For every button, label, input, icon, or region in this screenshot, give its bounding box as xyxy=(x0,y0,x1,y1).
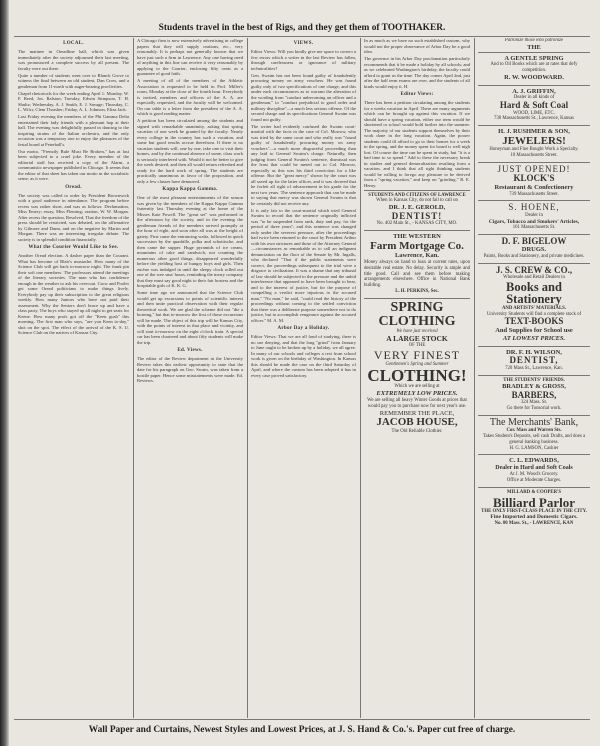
ad-line: JUST OPENED! xyxy=(497,163,571,174)
article-paragraph: A meeting of all of the members of the Athletic Association is requested to be held in Prof. Miller's room, Monday at the close of the fourth hour. Everybody is invited, members and officers of the A. A. are especially requested, and the faculty will be welcomed. On our table is a letter from the president of the A. A. which is good reading matter. xyxy=(137,78,243,116)
column-two xyxy=(137,38,243,718)
ad-line: CLOTHING! xyxy=(367,366,467,386)
ad-line: University Students will find a complete stock of xyxy=(486,311,582,317)
ad-line: The Old Reliable Clothier. xyxy=(391,428,443,434)
top-banner-ad: Students travel in the best of Rigs, and they get them of TOOTHAKER. xyxy=(158,23,446,33)
article-paragraph: There has been a petition circulating among the students for a weeks vacation in April. There are many arguments which can be brought up against this vacation. If we should have a spring vacation, either our term would be shortened or school would hold further into the summer. The majority of our students support themselves by their work done in the long vacation. Again, the poorer students could ill afford to go to their homes for a week in the spring, and the money spent for board is well nigh lost. Of course the time can be spent in study, but "it is a bad time to so spend." Add to these the necessary break in studies and general demoralization resulting from a vacation, and I think that all right thinking students would be willing to forego any pleasure to be derived from a "spring vacation," and keep on "grinding." R. E. Henry. xyxy=(364,100,470,188)
ad-line: 739 Massachusetts Street. xyxy=(509,191,559,197)
article-paragraph: In as much as we have no such established custom, why would not the proper observance of Arbor Day be a good idea. xyxy=(364,38,470,54)
ad-line: Paints, Books and Stationery, and private medicines. xyxy=(483,254,585,260)
ad-name: DR. F. H. WILSON, xyxy=(506,348,562,356)
ad-line: Dealer in xyxy=(525,212,543,218)
farm-mortgage-ad xyxy=(364,230,470,298)
ad-line: Dealer in Hard and Soft Coals xyxy=(495,465,573,472)
top-rule xyxy=(14,36,590,37)
ad-line: Wholesale and Retail Dealers in xyxy=(503,275,565,281)
ad-line: H. G. LAMSON, Cashier xyxy=(509,445,559,451)
ad-line: Takes Student's Deposits, sell cash Drafts, and does a general banking business. xyxy=(482,434,586,445)
column-divider-1 xyxy=(133,38,134,718)
local-heading: LOCAL. xyxy=(63,41,84,46)
ad-line: 738 Massachusetts St., Lawrence, Kansas xyxy=(493,116,575,122)
ad-line: 161 Massachusetts St. xyxy=(512,225,556,231)
ad-line: We have just received xyxy=(396,328,438,334)
hoene-cigars-ad xyxy=(478,200,590,233)
editor-views-heading: Editor Views: xyxy=(400,92,434,97)
ad-line: Cigars, Tobacco and Smokers' Articles, xyxy=(488,218,580,225)
griffin-coal-ad xyxy=(478,85,590,125)
ad-line: We are selling all heavy Winter Goods at prices that would pay you to purchase now for next year's use. xyxy=(367,398,467,409)
article-paragraph: The matinee in Oreadline hall, which was given immediately after the society adjourned their last meeting, was pronounced a complete success by all present. The faculty were out there. xyxy=(18,49,129,71)
ad-title: STUDENTS AND CITIZENS OF LAWRENCE xyxy=(368,192,466,198)
ad-line: EXTREMELY LOW PRICES. xyxy=(376,390,458,398)
ad-line: Fine Imported and Domestic Cigars. xyxy=(490,514,578,521)
column-ads xyxy=(478,38,590,718)
ad-line: 10 Massachusetts Street. xyxy=(510,153,558,159)
article-paragraph: Editor Views: Will you kindly give me space to correct a few errors which a writer in the last Review has fallen, through carelessness or ignorance of military technicalities? xyxy=(251,49,356,71)
ad-name: Billiard Parlor xyxy=(493,494,575,510)
article-paragraph: Last Friday evening the members of the Phi Gamma Delta entertained their lady friends with a pleasant hop at their hall. The evening was delightfully passed in dancing to the inspiring strains of the Italian orchestra, and the only occasion was a temporary one to enjoy the pleasures of the festal board at Peterball's. xyxy=(18,114,129,147)
ad-signature: L. H. PERKINS, Sec. xyxy=(395,288,439,294)
column-divider-2 xyxy=(247,38,248,718)
edwards-coal-ad xyxy=(478,454,590,486)
ad-name: S. HOENE, xyxy=(508,202,560,213)
spring-clothing-ad xyxy=(364,298,470,438)
gentle-spring-ad xyxy=(478,52,590,85)
column-divider-3 xyxy=(360,38,361,718)
ad-line: VERY FINEST xyxy=(373,348,461,363)
ad-line: AT LOWEST PRICES. xyxy=(502,334,566,342)
ad-line: And Supplies for School use xyxy=(495,326,573,334)
ad-head: A GENTLE SPRING xyxy=(504,54,564,62)
ad-line: No. 80 Mass. St., - LAWRENCE, KAN xyxy=(494,521,574,527)
article-paragraph: The writer had evidently confused the Swaim court-martial with the facts in the case of Col. Morrow, who was tried by the same court and who really was "found guilty of fraudulently procuring money on army vouchers"—a much more disgraceful proceeding than any laid to General Swaim's charge. Naturally, then judging from General Swaim's sentence, dismissal was the least that could be meted out to Col. Morrow, especially as this was his third conviction for a like offense. But the "great mercy" shown by the court was all saved up for the latter officer, and it was decreed that he forfeit all right of advancement in his grade for the next two years. The sentence approach that can be made to saying that mercy was shown General Swaim is that he certainly did not receive any. xyxy=(251,123,356,206)
ad-name: R. W. WOODWARD. xyxy=(504,73,564,81)
column-four xyxy=(364,38,470,718)
ad-line: DRUGS. xyxy=(521,246,547,254)
ad-line: THE ONLY FIRST-CLASS PLACE IN THE CITY. xyxy=(481,508,587,514)
ad-line: WOOD, LIME, ETC. xyxy=(513,110,555,116)
jewelers-ad xyxy=(478,125,590,162)
ad-line: Which we are selling at xyxy=(394,384,440,390)
article-paragraph: The editor of the Review department in the University Review takes this earliest opportunity to state that the date for his paragraph on Geo. Swain, was taken from a hostile paper. Hence some misstatements were made. Ed. Reviews. xyxy=(137,356,243,383)
ad-line: Patronize those who patronize xyxy=(504,38,564,43)
barbers-ad xyxy=(478,375,590,415)
kappa-heading: Kappa Kappa Gamma. xyxy=(162,187,218,192)
article-paragraph: A Chicago firm is now extensively advertising in college papers that they will supply orations, etc., very reasonably. It is perhaps not generally known that we have just such a firm in Lawrence. Any one having need of anything in this line can receive it very reasonably by applying to the Courier, enclosing fifty cents as a guarantee of good faith. xyxy=(137,38,243,76)
ad-line: BARBERS, xyxy=(511,390,557,401)
ad-name: J. S. CREW & CO., xyxy=(495,264,573,275)
ad-name: DR. J. E. GEROLD, xyxy=(388,204,446,211)
ad-line: REMEMBER THE PLACE, xyxy=(379,409,455,417)
article-paragraph: Another Oread election. A dasher paper than the Courant. What has become of Blair's mustache. How many of the Science Club will get back to-morrow night. The frank pin their soft one members. The professors attend the meetings of the literary societies. The man who has confidence enough in the weather to ask his overcoat. Crow and Pooler get some Oread politicians to make things lively. Everybody pay up their subscription to the great religious weekly. How many Juniors who have not paid their assessment. Why the Seniors don't brace up and have a class party. The boys who stayed up all night to get seats for Keene. How many profs got off the "Keen gush" this morning. The first man who says, "are you Keen to-day," shot on the spot. The effect of the arrival of the K. S. U. Science Club on the natives of Kansas City. xyxy=(18,253,129,335)
ad-line: Gentlemen's Spring and Summer xyxy=(385,361,449,367)
ad-line: When in Kansas City, do not fail to call on xyxy=(376,198,458,204)
ad-line: THE xyxy=(527,43,541,51)
ad-name: The Merchants' Bank, xyxy=(489,416,579,428)
article-paragraph: The governor in his Arbor Day proclamation particularly recommends that it be made a holiday by all schools; and as we celebrated Washington's birthday, the faculty could afford to grant us the time. The day comes April 2nd, just after the half term exams are over, and the students of all kinds would enjoy it. H. xyxy=(364,56,470,89)
article-paragraph: A petition has been circulated among the students and signed with remarkable unanimity, asking that spring vacation of one week be granted by the faculty. Nearly every college in the country has such a vacation, and some but good results accrue therefrom. If there is no vacation students will, one by one, take one to visit their homes, and by the continual absence of some, class work is seriously interfered with. Would it not be better to give the week desired, and then all would return refreshed and ready for the hard work of spring. The students are practically unanimous in favor of the proposition, and only a few classes have demurred. xyxy=(137,118,243,184)
ed-views-heading: Ed. Views. xyxy=(177,348,203,353)
ad-line: MILLARD & COOPER'S xyxy=(506,489,562,495)
article-paragraph: It is only fair to the court-martial which tried General Swaim to record that the sentence originally inflicted was "to be suspended from rank, duty and pay, for the period of three years"; and this sentence was changed only under the severest pressure, after the proceedings had twice been returned to the court by President Arthur with his own strictures and those of the Attorney General—circumstances as remarkable as to call an indignant denunciation on the floor of the Senate by Mr. Ingalls, who declared "That if the public statements were correct, the proceedings subsequent to the trial were a disgrace to civilization. It was a shame that any tribunal of law should be subjected to the pressure and the unbid interference that appeared to have been brought to bear, and to the interest of justice, but for the purpose of compelling a verdict more injurious to the accused man." "No man," he said, "could read the history of the proceedings without coming to the settled conviction that there was a deliberate purpose somewhere not to do justice, but to accomplish vengeance against the accused officer." M. A. M. xyxy=(251,207,356,323)
klock-restaurant-ad xyxy=(478,162,590,200)
ad-line: OF THE xyxy=(408,343,426,349)
ad-text: Money always on hand to loan at current rates, upon desirable real estate. No delay. Security is ample and title good. Call and see them before making arrangements elsewhere. Office in National Bank building. xyxy=(364,260,470,289)
ad-name: KLOCK'S xyxy=(513,173,555,184)
wilson-dentist-ad xyxy=(478,346,590,375)
ad-line: DENTIST, xyxy=(509,355,559,366)
ad-line: Restaurant & Confectionery xyxy=(494,183,574,191)
bottom-banner-ad: Wall Paper and Curtains, Newest Styles and Lowest Prices, at J. S. Hand & Co.'s. Paper cut free of charge. xyxy=(88,725,516,735)
ad-address: No. 402 Main St., - KANSAS CITY, MO. xyxy=(376,221,458,227)
column-views xyxy=(251,38,356,718)
column-local xyxy=(18,38,129,718)
bigelow-drugs-ad xyxy=(478,234,590,263)
article-paragraph: Some time ago we announced that the Science Club would get up excursions to points of scientific interest and then unite practical observation with their regular theoretical work. We are glad the scheme did not "die a borning," but that to-morrow the first of those excursions will be made. The object of this trip will be Kansas City, with the points of interest in that place and vicinity, and will start to-morrow on the eight o'clock train. A special car has been chartered and about fifty students will make the trip. xyxy=(137,290,243,345)
ad-line: TEXT-BOOKS xyxy=(504,316,564,327)
views-heading: VIEWS. xyxy=(293,41,314,46)
ad-line: Office at Moderate Charges. xyxy=(506,478,562,484)
ad-name: H. J. RUSHMER & SON, xyxy=(498,128,570,136)
article-paragraph: Editor Views: That we are all fond of studying, there is no use denying, and that the long "grind" from January to June ought to be broken up by a holiday, we all agree. In many of our schools and colleges a rest from school work is given on the birthday of Washington. In Kansas this should be made the case on the third Saturday of April, and where the custom has been adopted it has in every case proved satisfactory. xyxy=(251,334,356,378)
article-paragraph: Quite a number of students went over to Blanck Grove to witness the final between an old student, Dan Crow, and a gentleman from 11-north with auger-bearing proclivities. xyxy=(18,72,129,89)
courier-heading: What the Courier Would Like to See. xyxy=(28,245,119,250)
ad-line: 720 Mass St., Lawrence, Kan. xyxy=(505,365,563,371)
ad-name: A. J. GRIFFIN, xyxy=(512,87,556,95)
ad-head: SPRING CLOTHING xyxy=(378,299,456,329)
column-divider-4 xyxy=(474,38,475,718)
ad-line: Cor. Mass and Warren Sts. xyxy=(506,428,562,434)
ad-name: D. F. BIGELOW xyxy=(501,235,567,246)
patronize-ad xyxy=(478,38,590,52)
oread-heading: Oread. xyxy=(65,184,82,190)
ad-name: Farm Mortgage Co. xyxy=(370,239,464,252)
article-paragraph: Our motto, "Frenzily Rule Must Be Broken," has at last been subjected to a cruel joke. Every member of the editorial staff has received a copy of the Alarm, a communistic newspaper published in Chicago. It seems that the editor of that sheet has taken our motto in the socialistic sense, as it were. xyxy=(18,148,129,181)
ad-city: Lawrence, Kan. xyxy=(394,252,440,260)
ad-line: BRADLEY & GROSS, xyxy=(502,383,566,391)
ad-line: Books and Stationery xyxy=(506,279,562,307)
ad-head: THE WESTERN xyxy=(393,232,441,240)
ad-line: And to Oil Books which are at rates that defy competition. xyxy=(490,62,578,74)
ad-line: 324 Mass. St. xyxy=(520,400,548,406)
ad-line: JEWELERS! xyxy=(502,134,566,147)
article-paragraph: Chapel rhetoricals for the week ending April 1: Monday, W. F. Reed, Jos. Ralston; Tuesday, Edwin Stimpson, T. H. Shultz; Wednesday, A. J. Smith, E. J. Savage; Thursday, C. L. Wilcr, Clem Thrasher; Friday, A. L. Johnson, Eliza Jack. xyxy=(18,90,129,112)
page-spine-shadow xyxy=(0,0,9,746)
ad-line: Honeyman and Fine Bought Work a Specialty. xyxy=(489,147,579,153)
crew-books-ad xyxy=(478,263,590,346)
ad-name: C. L. EDWARDS, xyxy=(509,457,559,465)
ad-line: Hard & Soft Coal xyxy=(499,100,569,111)
merchants-bank-ad xyxy=(478,415,590,455)
ad-line: A LARGE STOCK xyxy=(386,334,448,344)
article-paragraph: The society was called to order by President Brownwick with a good audience in attendance. The program before recess was rather short, and was as follows: Declamation, Miss Emery; essay, Miss Fleming; oration, W. W. Morgan. After recess the question, Resolved, That the freedom of the press should be restricted, was debated, on the affirmative by Gilmore and Dunn, and on the negative by Martin and Morgan. There was an interesting irregular debate. The society is in splendid condition financially. xyxy=(18,192,129,242)
ad-line: Go there for Tonsorial work. xyxy=(506,406,562,412)
ad-line: JACOB HOUSE, xyxy=(376,416,458,429)
ad-line: At J. M. Wood's Grocery. xyxy=(509,472,559,478)
article-paragraph: Gen. Swaim has not been found guilty of fraudulently procuring money on army vouchers. He was found guilty only of two specifications of one charge, and this under each circumstances as to warrant the alteration of the wording from "conduct unbecoming an officer and a gentleman," to "conduct prejudicial to good order and military discipline"—a much less serious offense. Of the second charge and its specifications General Swaim was found not guilty. xyxy=(251,72,356,122)
dentist-ad xyxy=(364,190,470,230)
ad-line: AND ARTISTS' MATERIALS. xyxy=(501,305,567,311)
ad-line: Dealer in all kinds of xyxy=(513,95,555,101)
article-paragraph: One of the most pleasant entertainments of the season was given by the members of the Kappa Kappa Gamma fraternity last Thursday evening at the home of the Misses Kate Powell. The "great set" was performed in the afternoon by the society, and in the evening the gentleman friends of the members arrived promptly at the hour of eight, and soon after all was at the height of gaiety. First came the entrancing waltz, followed in quick succession by the quadrille, polka and schottische, and then came the supper. Huge pyramids of ice cream, mountains of cake and sandwich, not counting the numerous other good things, disappeared wonderfully before the yielding host of hungry boys and girls. Then euchre was indulged in until the sleepy clock rolled out one of the wee sma' hours, reminding the merry company that they must say good night to their fair hostess and the hospitable girls of K. K. G. xyxy=(137,195,243,288)
billiard-parlor-ad xyxy=(478,487,590,530)
arbor-day-heading: Arbor Day a Holiday. xyxy=(277,326,330,331)
ad-line: THE STUDENTS' FRIENDS. xyxy=(503,377,565,383)
bottom-rule xyxy=(14,719,590,720)
ad-role: DENTIST! xyxy=(391,210,443,221)
